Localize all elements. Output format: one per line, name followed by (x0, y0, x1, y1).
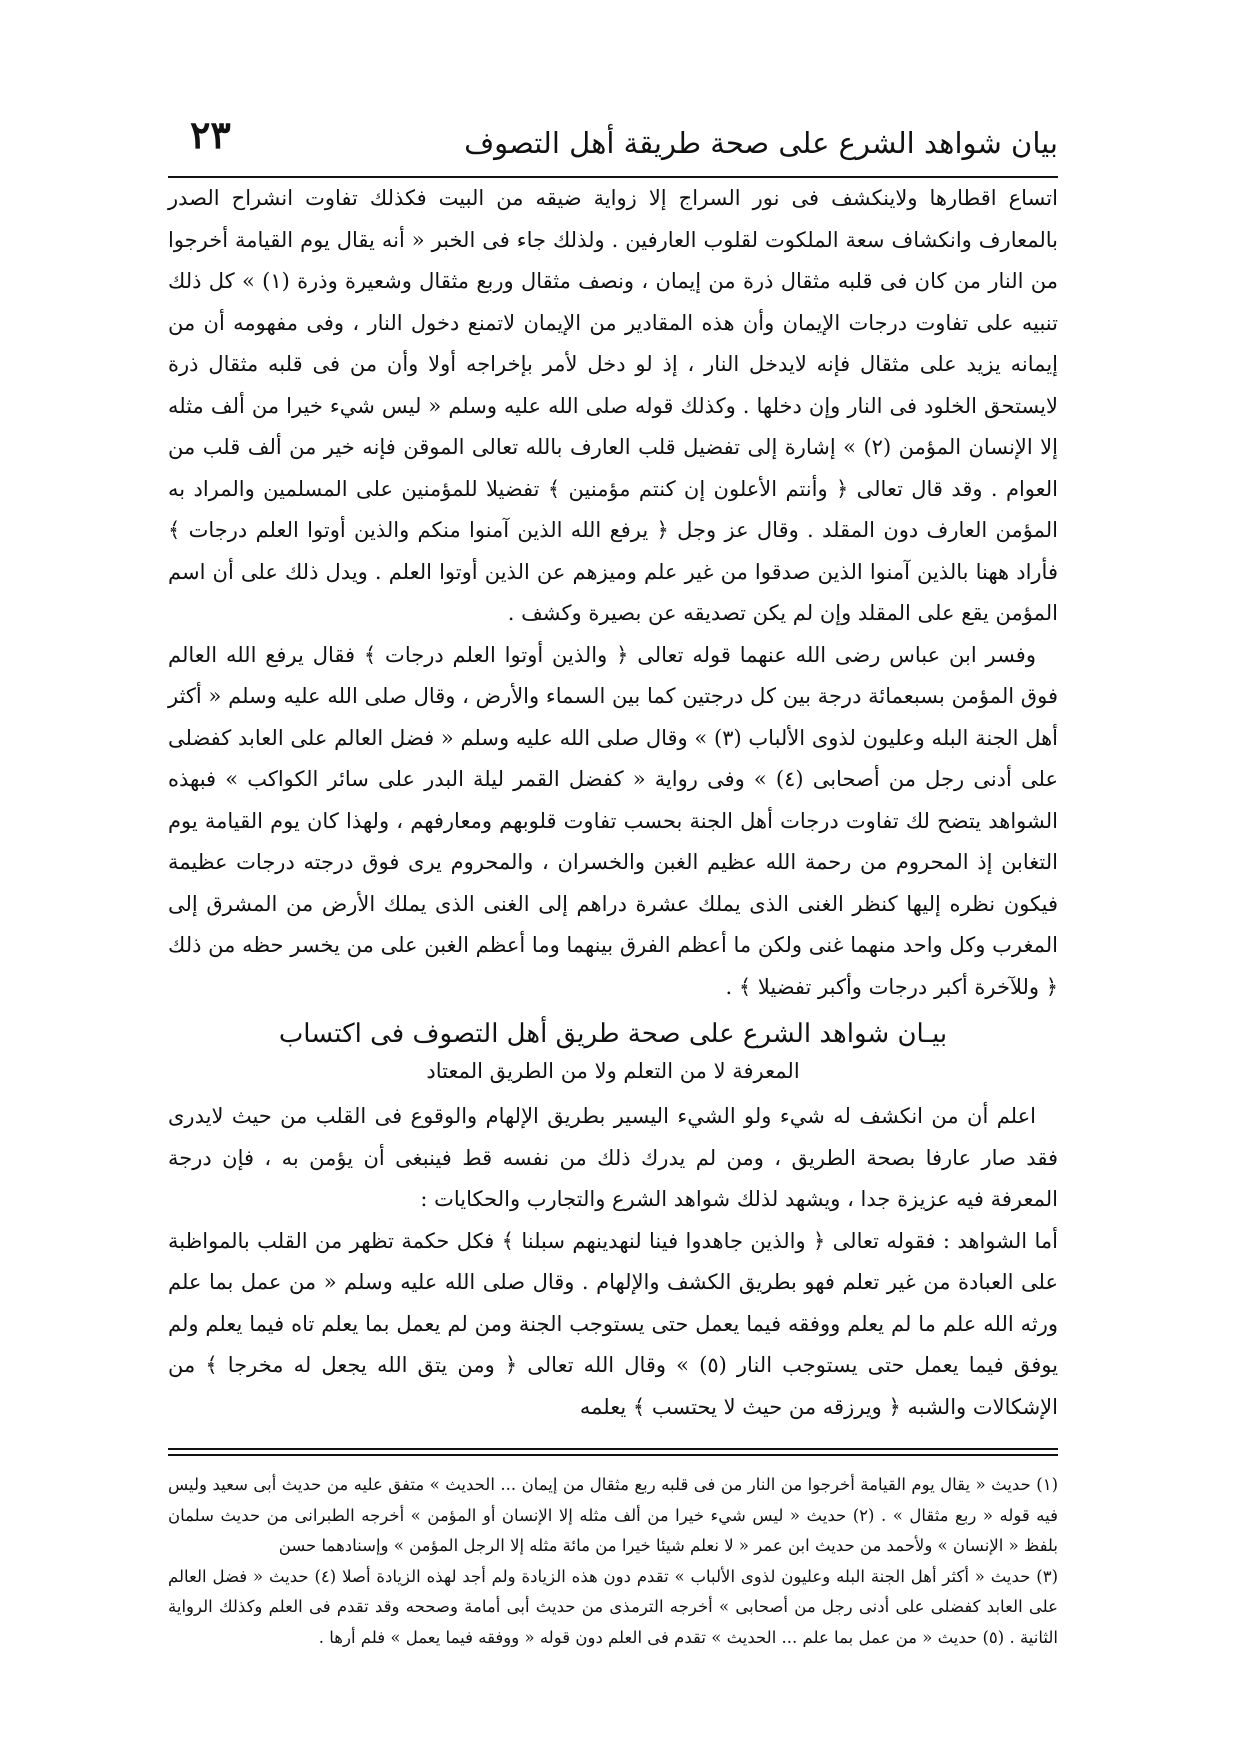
footnote-block-2: (٣) حديث « أكثر أهل الجنة البله وعليون لذوى الألباب » تقدم دون هذه الزيادة ولم أجد لهذه الزيادة أصلا (٤) حديث « فضل العالم على العابد كفضلى على أدنى رجل من أصحابى » أخرجه الترمذى من حديث أبى أمامة وصححه وقد تقدم فى العلم وكذلك الرواية الثانية . (٥) حديث « من عمل بما علم ... الحديث » تقدم فى العلم دون قوله « ووفقه فيما يعمل » فلم أرها . (168, 1566, 1058, 1647)
page-number: ٢٣ (190, 112, 231, 157)
footnotes (168, 1470, 1058, 1653)
paragraph-2: وفسر ابن عباس رضى الله عنهما قوله تعالى ﴿ والذين أوتوا العلم درجات ﴾ فقال يرفع الله العالم فوق المؤمن بسبعمائة درجة بين كل درجتين كما بين السماء والأرض ، وقال صلى الله عليه وسلم « أكثر أهل الجنة البله وعليون لذوى الألباب (٣) » وقال صلى الله عليه وسلم « فضل العالم على العابد كفضلى على أدنى رجل من أصحابى (٤) » وفى رواية « كفضل القمر ليلة البدر على سائر الكواكب » فبهذه الشواهد يتضح لك تفاوت درجات أهل الجنة بحسب تفاوت قلوبهم ومعارفهم ، ولهذا كان يوم القيامة يوم التغابن إذ المحروم من رحمة الله عظيم الغبن والخسران ، والمحروم يرى فوق درجته درجات عظيمة فيكون نظره إليها كنظر الغنى الذى يملك عشرة دراهم إلى الغنى الذى يملك الأرض من المشرق إلى المغرب وكل واحد منهما غنى ولكن ما أعظم الفرق بينهما وما أعظم الغبن على من يخسر حظه من ذلك ﴿ وللآخرة أكبر درجات وأكبر تفضيلا ﴾ . (168, 642, 1059, 999)
paragraph-4: أما الشواهد : فقوله تعالى ﴿ والذين جاهدوا فينا لنهدينهم سبلنا ﴾ فكل حكمة تظهر من القلب بالمواظبة على العبادة من غير تعلم فهو بطريق الكشف والإلهام . وقال صلى الله عليه وسلم « من عمل بما علم ورثه الله علم ما لم يعلم ووفقه فيما يعمل حتى يستوجب الجنة ومن لم يعمل بما يعلم تاه فيما يعلم ولم يوفق فيما يعمل حتى يستوجب النار (٥) » وقال الله تعالى ﴿ ومن يتق الله يجعل له مخرجا ﴾ من الإشكالات والشبه ﴿ ويرزقه من حيث لا يحتسب ﴾ يعلمه (168, 1228, 1058, 1419)
running-title: بيان شواهد الشرع على صحة طريقة أهل التصوف (464, 126, 1058, 160)
section-subtitle: المعرفة لا من التعلم ولا من الطريق المعتاد (426, 1059, 800, 1083)
book-page (168, 112, 1058, 1653)
paragraph-3: اعلم أن من انكشف له شيء ولو الشيء اليسير بطريق الإلهام والوقوع فى القلب من حيث لايدرى فقد صار عارفا بصحة الطريق ، ومن لم يدرك ذلك من نفسه قط فينبغى أن يؤمن به ، فإن درجة المعرفة فيه عزيزة جدا ، ويشهد لذلك شواهد الشرع والتجارب والحكايات : (168, 1104, 1058, 1211)
footnote-separator (168, 1448, 1058, 1456)
section-title: بيـان شواهد الشرع على صحة طريق أهل التصوف فى اكتساب (278, 1019, 948, 1049)
paragraph-1: اتساع اقطارها ولاينكشف فى نور السراج إلا زواية ضيقه من البيت فكذلك تفاوت انشراح الصدر بالمعارف وانكشاف سعة الملكوت لقلوب العارفين . ولذلك جاء فى الخبر « أنه يقال يوم القيامة أخرجوا من النار من كان فى قلبه مثقال ذرة من إيمان ، ونصف مثقال وربع مثقال وشعيرة وذرة (١) » كل ذلك تنبيه على تفاوت درجات الإيمان وأن هذه المقادير من الإيمان لاتمنع دخول النار ، وفى مفهومه أن من إيمانه يزيد على مثقال فإنه لايدخل النار ، إذ لو دخل لأمر بإخراجه أولا وأن من فى قلبه مثقال ذرة لايستحق الخلود فى النار وإن دخلها . وكذلك قوله صلى الله عليه وسلم « ليس شيء خيرا من ألف مثله إلا الإنسان المؤمن (٢) » إشارة إلى تفضيل قلب العارف بالله تعالى الموقن فإنه خير من ألف قلب من العوام . وقد قال تعالى ﴿ وأنتم الأعلون إن كنتم مؤمنين ﴾ تفضيلا للمؤمنين على المسلمين والمراد به المؤمن العارف دون المقلد . وقال عز وجل ﴿ يرفع الله الذين آمنوا منكم والذين أوتوا العلم درجات ﴾ فأراد ههنا بالذين آمنوا الذين صدقوا من غير علم وميزهم عن الذين أوتوا العلم . ويدل ذلك على أن اسم المؤمن يقع على المقلد وإن لم يكن تصديقه عن بصيرة وكشف . (168, 186, 1059, 625)
footnote-block-1: (١) حديث « يقال يوم القيامة أخرجوا من النار من فى قلبه ربع مثقال من إيمان ... الحديث » متفق عليه من حديث أبى سعيد وليس فيه قوله « ربع مثقال » . (٢) حديث « ليس شيء خيرا من ألف مثله إلا الإنسان أو المؤمن » أخرجه الطبرانى من حديث سلمان بلفظ « الإنسان » ولأحمد من حديث ابن عمر « لا نعلم شيئا خيرا من مائة مثله إلا الرجل المؤمن » وإسنادهما حسن (168, 1475, 1059, 1555)
page-header (168, 112, 1058, 172)
